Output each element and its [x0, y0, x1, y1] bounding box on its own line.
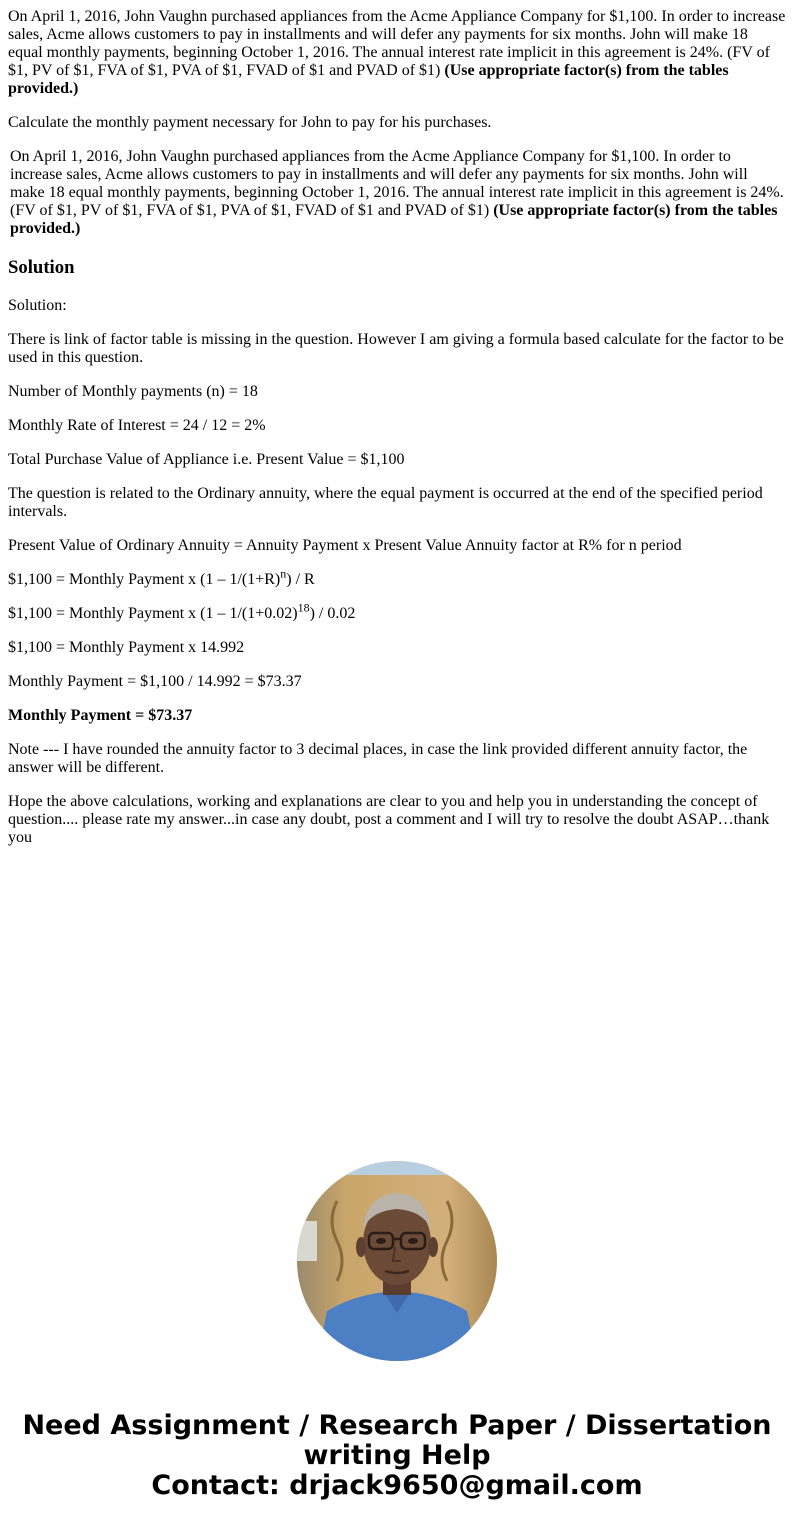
solution-intro: There is link of factor table is missing in the question. However I am giving a formula based calculate for the factor to be used in this question. — [8, 331, 784, 366]
question-prompt: Calculate the monthly payment necessary for John to pay for his purchases. — [8, 114, 492, 131]
footer-promo — [0, 1411, 794, 1501]
question-bold-note: (Use appropriate factor(s) from the tables provided.) — [8, 62, 729, 97]
repeated-question-text: On April 1, 2016, John Vaughn purchased appliances from the Acme Appliance Company for $1,100. In order to increase sales, Acme allows customers to pay in installments and will defer any payments for six months. John will make 18 equal monthly payments, beginning October 1, 2016. The annual interest rate implicit in this agreement is 24%. (FV of $1, PV of $1, FVA of $1, PVA of $1, FVAD of $1 and PVAD of $1) — [10, 148, 784, 219]
present-value-line: Total Purchase Value of Appliance i.e. Present Value = $1,100 — [8, 451, 405, 468]
question-text: On April 1, 2016, John Vaughn purchased appliances from the Acme Appliance Company for $1,100. In order to increase sales, Acme allows customers to pay in installments and will defer any payments for six months. John will make 18 equal monthly payments, beginning October 1, 2016. The annual interest rate implicit in this agreement is 24%. (FV of $1, PV of $1, FVA of $1, PVA of $1, FVAD of $1 and PVAD of $1) — [8, 8, 786, 79]
repeated-question-box — [8, 148, 786, 238]
monthly-rate-line: Monthly Rate of Interest = 24 / 12 = 2% — [8, 417, 266, 434]
question-paragraph — [8, 8, 786, 98]
final-answer — [8, 707, 786, 725]
rounding-note: Note --- I have rounded the annuity factor to 3 decimal places, in case the link provided different annuity factor, the answer will be different. — [8, 741, 748, 776]
equation-general-exponent: n — [280, 566, 287, 581]
equation-general-right: ) / R — [286, 571, 315, 588]
repeated-question-bold-note: (Use appropriate factor(s) from the tables provided.) — [10, 202, 778, 237]
footer-line-1: Need Assignment / Research Paper / Dissertation — [22, 1410, 772, 1441]
equation-factor: $1,100 = Monthly Payment x 14.992 — [8, 639, 245, 656]
equation-general — [8, 566, 786, 589]
equation-substituted-exponent: 18 — [297, 600, 310, 615]
equation-substituted — [8, 600, 786, 623]
equation-result: Monthly Payment = $1,100 / 14.992 = $73.37 — [8, 673, 302, 690]
author-photo — [297, 1161, 497, 1361]
footer-contact: Contact: drjack9650@gmail.com — [151, 1470, 643, 1501]
solution-heading: Solution — [8, 257, 75, 278]
page-content — [0, 8, 794, 847]
final-answer-text: Monthly Payment = $73.37 — [8, 707, 193, 724]
solution-label: Solution: — [8, 297, 67, 314]
closing-note: Hope the above calculations, working and explanations are clear to you and help you in understanding the concept of question.... please rate my answer...in case any doubt, post a comment and I will try to resolve the doubt ASAP…thank you — [8, 793, 770, 846]
repeated-question-paragraph — [10, 148, 784, 238]
author-photo-icon — [297, 1161, 497, 1361]
footer-line-2: writing Help — [303, 1440, 491, 1471]
annuity-type-line: The question is related to the Ordinary annuity, where the equal payment is occurred at the end of the specified period intervals. — [8, 485, 763, 520]
equation-substituted-left: $1,100 = Monthly Payment x (1 – 1/(1+0.02) — [8, 605, 298, 622]
equation-substituted-right: ) / 0.02 — [309, 605, 356, 622]
payments-count-line: Number of Monthly payments (n) = 18 — [8, 383, 258, 400]
equation-general-left: $1,100 = Monthly Payment x (1 – 1/(1+R) — [8, 571, 281, 588]
pv-formula-line: Present Value of Ordinary Annuity = Annuity Payment x Present Value Annuity factor at R% for n period — [8, 537, 682, 554]
